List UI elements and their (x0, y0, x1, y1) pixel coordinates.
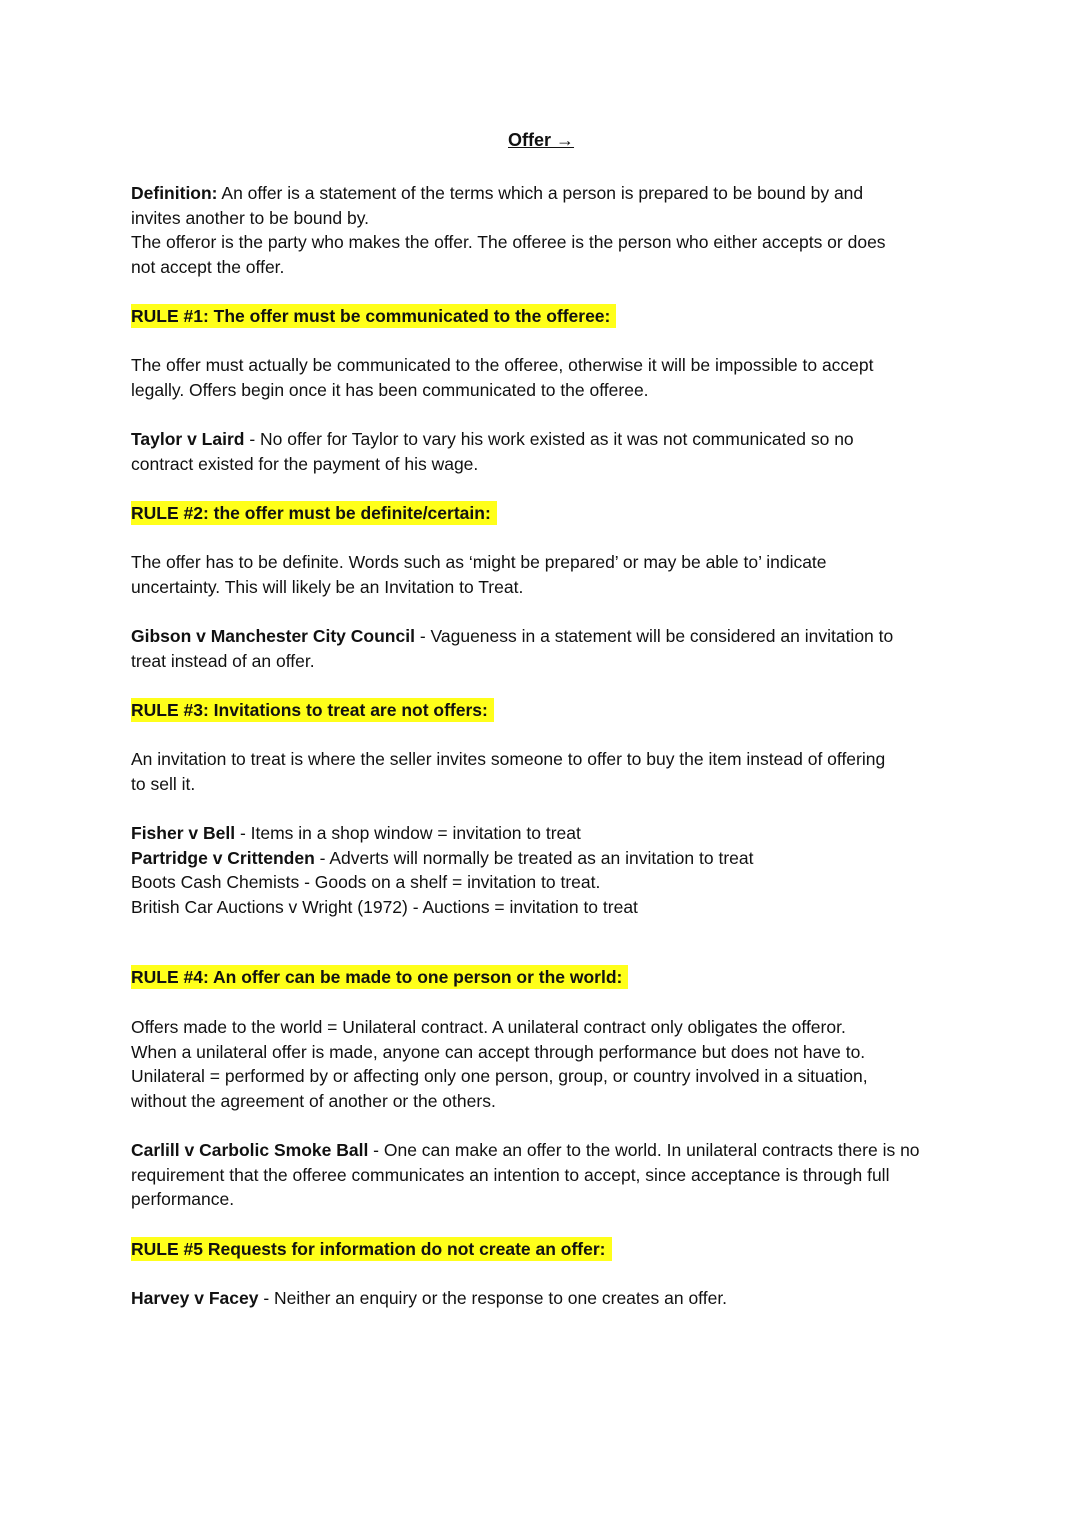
case-name: Gibson v Manchester City Council (131, 626, 415, 646)
rule-4-heading: RULE #4: An offer can be made to one person or the world: (131, 965, 628, 989)
definition-label: Definition: (131, 183, 218, 203)
case-item: Partridge v Crittenden - Adverts will normally be treated as an invitation to treat (131, 847, 754, 868)
rule-1-body: The offer must actually be communicated to the offeree, otherwise it will be impossible to accept legally. Offers begin once it has been communicated to the offeree. (131, 355, 874, 400)
case-name: Taylor v Laird (131, 429, 245, 449)
definition-text: The offeror is the party who makes the offer. The offeree is the person who either accepts or does (131, 232, 886, 253)
page-title: Offer → (508, 130, 575, 150)
rule-5-heading: RULE #5 Requests for information do not create an offer: (131, 1237, 612, 1261)
case-item: Boots Cash Chemists - Goods on a shelf = invitation to treat. (131, 872, 601, 893)
rule-3-cases (131, 821, 951, 919)
rule-4-case: Carlill v Carbolic Smoke Ball - One can make an offer to the world. In unilateral contracts there is no requirement that the offeree communicates an intention to accept, since acceptance is through full performance. (131, 1140, 920, 1210)
definition-text: An offer is a statement of the terms which a person is prepared to be bound by and (217, 183, 864, 203)
rule-5-case: Harvey v Facey - Neither an enquiry or the response to one creates an offer. (131, 1288, 728, 1308)
rule-2-heading: RULE #2: the offer must be definite/certain: (131, 501, 497, 525)
definition-text: invites another to be bound by. (131, 207, 370, 228)
case-name: Partridge v Crittenden (131, 847, 315, 868)
rule-3-heading: RULE #3: Invitations to treat are not offers: (131, 698, 494, 722)
rule-2-body: The offer has to be definite. Words such as ‘might be prepared’ or may be able to’ indicate uncertainty. This will likely be an Invitation to Treat. (131, 552, 827, 597)
rule-4-body: Offers made to the world = Unilateral contract. A unilateral contract only obligates the offeror. When a unilateral offer is made, anyone can accept through performance but does not have to. Unilateral = performed by or affecting only one person, group, or country involved in a situation, without the agreement of another or the others. (131, 1017, 868, 1111)
definition-text: not accept the offer. (131, 256, 285, 277)
case-name: Carlill v Carbolic Smoke Ball (131, 1140, 369, 1160)
case-name: Fisher v Bell (131, 823, 236, 843)
rule-2-case: Gibson v Manchester City Council - Vagueness in a statement will be considered an invitation to treat instead of an offer. (131, 626, 894, 671)
rule-3-body: An invitation to treat is where the seller invites someone to offer to buy the item instead of offering to sell it. (131, 749, 886, 794)
definition-paragraph (131, 181, 951, 279)
rule-1-heading: RULE #1: The offer must be communicated to the offeree: (131, 304, 616, 328)
case-item: British Car Auctions v Wright (1972) - Auctions = invitation to treat (131, 896, 638, 917)
case-name: Harvey v Facey (131, 1288, 259, 1308)
rule-1-case: Taylor v Laird - No offer for Taylor to vary his work existed as it was not communicated so no contract existed for the payment of his wage. (131, 429, 854, 474)
case-item: Fisher v Bell - Items in a shop window = invitation to treat (131, 823, 581, 843)
